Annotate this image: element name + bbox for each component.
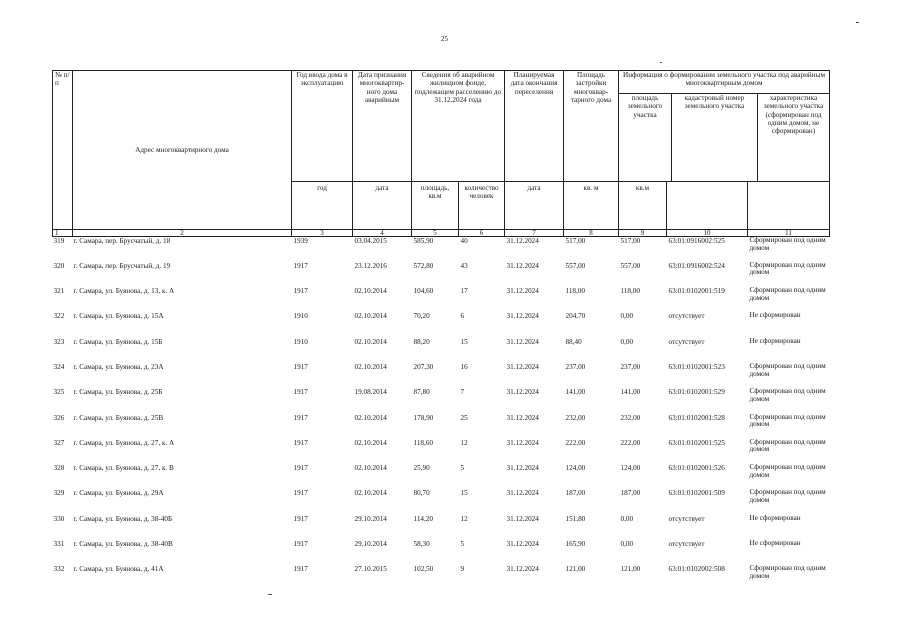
land-area-cell: 232,00 [620, 413, 641, 422]
row-number: 329 [53, 489, 65, 498]
year-cell: 1910 [293, 337, 308, 346]
planned-date-cell: 31.12.2024 [506, 438, 539, 447]
column-number: 8 [564, 230, 619, 237]
table-row [53, 262, 830, 287]
header-emergency-fund: Сведения об аварийном жилищном фонде, подлежащем расселению до 31.12.2024 года [412, 71, 505, 182]
building-area-cell: 88,40 [565, 337, 582, 346]
year-cell: 1917 [293, 413, 308, 422]
table-row [53, 414, 830, 439]
table-row [53, 439, 830, 464]
emergency-date-cell: 02.10.2014 [354, 438, 387, 447]
row-number: 330 [53, 514, 65, 523]
emergency-date-cell: 23.12.2016 [354, 261, 387, 270]
cadastral-number-cell: 63:01:0102001:529 [668, 388, 725, 397]
land-status-cell: Сформирован под одним домом [749, 236, 826, 252]
table-row [53, 565, 830, 590]
planned-date-cell: 31.12.2024 [506, 489, 539, 498]
emergency-date-cell: 29.10.2014 [354, 514, 387, 523]
building-area-cell: 204,70 [565, 312, 586, 321]
column-number: 10 [667, 230, 748, 237]
emergency-date-cell: 27.10.2015 [354, 565, 387, 574]
land-area-cell: 187,00 [620, 489, 641, 498]
housing-register-table [52, 70, 830, 591]
address-cell: г. Самара, пер. Брусчатый, д. 18 [73, 237, 171, 245]
emergency-date-cell: 02.10.2014 [354, 464, 387, 473]
cadastral-number-cell: 63:01:0102001:528 [668, 413, 725, 422]
address-cell: г. Самара, ул. Буянова, д. 27, к. В [73, 464, 174, 473]
land-area-cell: 557,00 [620, 261, 641, 270]
column-number: 2 [73, 230, 292, 237]
land-status-cell: Не сформирован [749, 514, 801, 522]
building-area-cell: 187,00 [565, 489, 586, 498]
scan-speck [268, 594, 272, 595]
unit-land-area: кв.м [619, 182, 667, 230]
address-cell: г. Самара, ул. Буянова, д. 29А [73, 489, 164, 498]
address-cell: г. Самара, ул. Буянова, д. 27, к. А [73, 438, 175, 447]
year-cell: 1917 [293, 514, 308, 523]
address-cell: г. Самара, ул. Буянова, д. 38-40В [73, 540, 173, 549]
planned-date-cell: 31.12.2024 [506, 540, 539, 549]
planned-date-cell: 31.12.2024 [506, 464, 539, 473]
land-status-cell: Сформирован под одним домом [749, 489, 826, 505]
land-area-cell: 0,00 [620, 312, 634, 321]
people-cell: 40 [460, 237, 468, 245]
land-area-cell: 121,00 [620, 565, 641, 574]
people-cell: 12 [460, 438, 468, 447]
table-row [53, 388, 830, 413]
header-land-info-title: Информация о формировании земельного участка под аварийным многоквартирным домом [619, 71, 829, 94]
year-cell: 1917 [293, 565, 308, 574]
cadastral-number-cell: 63:01:0102001:526 [668, 464, 725, 473]
address-cell: г. Самара, пер. Брусчатый, д. 19 [73, 261, 171, 270]
building-area-cell: 232,00 [565, 413, 586, 422]
land-status-cell: Не сформирован [749, 540, 801, 548]
cadastral-number-cell: отсутствует [668, 540, 705, 549]
emergency-date-cell: 02.10.2014 [354, 413, 387, 422]
header-building-area: Площадь застройки многоквар-тарного дома [564, 71, 619, 182]
people-cell: 16 [460, 362, 468, 371]
planned-date-cell: 31.12.2024 [506, 261, 539, 270]
cadastral-number-cell: 63:01:0102001:509 [668, 489, 725, 498]
building-area-cell: 151,80 [565, 514, 586, 523]
row-number: 323 [53, 337, 65, 346]
emergency-date-cell: 02.10.2014 [354, 287, 387, 296]
area-cell: 88,20 [413, 337, 430, 346]
table-row [53, 287, 830, 312]
year-cell: 1917 [293, 388, 308, 397]
planned-date-cell: 31.12.2024 [506, 514, 539, 523]
year-cell: 1939 [293, 237, 308, 245]
building-area-cell: 557,00 [565, 261, 586, 270]
area-cell: 114,20 [413, 514, 433, 523]
column-number: 5 [412, 230, 459, 237]
unit-characteristic-empty [748, 182, 830, 230]
table-row [53, 237, 830, 262]
land-status-cell: Сформирован под одним домом [749, 261, 826, 277]
header-planned-date: Планируемая дата окончания переселения [505, 71, 564, 182]
column-number: 4 [353, 230, 412, 237]
row-number: 331 [53, 540, 65, 549]
year-cell: 1910 [293, 312, 308, 321]
address-cell: г. Самара, ул. Буянова, д. 23А [73, 362, 164, 371]
address-cell: г. Самара, ул. Буянова, д. 25В [73, 413, 164, 422]
area-cell: 585,90 [413, 237, 434, 245]
unit-area: площадь, кв.м [412, 182, 459, 230]
column-number: 3 [292, 230, 353, 237]
year-cell: 1917 [293, 540, 308, 549]
unit-date: дата [353, 182, 412, 230]
row-number: 322 [53, 312, 65, 321]
area-cell: 70,20 [413, 312, 430, 321]
land-status-cell: Не сформирован [749, 337, 801, 345]
land-status-cell: Сформирован под одним домом [749, 413, 826, 429]
building-area-cell: 237,00 [565, 362, 586, 371]
area-cell: 572,80 [413, 261, 434, 270]
area-cell: 118,60 [413, 438, 433, 447]
row-number: 321 [53, 287, 65, 296]
row-number: 326 [53, 413, 65, 422]
emergency-date-cell: 02.10.2014 [354, 337, 387, 346]
people-cell: 17 [460, 287, 468, 296]
header-address: Адрес многоквартирного дома [73, 71, 292, 230]
year-cell: 1917 [293, 438, 308, 447]
header-year-commissioned: Год ввода дома в эксплуатацию [292, 71, 353, 182]
row-number: 320 [53, 261, 65, 270]
emergency-date-cell: 02.10.2014 [354, 362, 387, 371]
people-cell: 25 [460, 413, 468, 422]
land-area-cell: 222,00 [620, 438, 641, 447]
land-area-cell: 124,00 [620, 464, 641, 473]
area-cell: 207,30 [413, 362, 434, 371]
people-cell: 12 [460, 514, 468, 523]
building-area-cell: 124,00 [565, 464, 586, 473]
land-area-cell: 118,00 [620, 287, 640, 296]
area-cell: 80,70 [413, 489, 430, 498]
row-number: 332 [53, 565, 65, 574]
planned-date-cell: 31.12.2024 [506, 312, 539, 321]
address-cell: г. Самара, ул. Буянова, д. 13, к. А [73, 287, 175, 296]
land-area-cell: 0,00 [620, 514, 634, 523]
column-number: 9 [619, 230, 667, 237]
cadastral-number-cell: отсутствует [668, 312, 705, 321]
area-cell: 102,50 [413, 565, 434, 574]
planned-date-cell: 31.12.2024 [506, 337, 539, 346]
emergency-date-cell: 19.08.2014 [354, 388, 387, 397]
table-row [53, 489, 830, 514]
area-cell: 104,60 [413, 287, 434, 296]
cadastral-number-cell: 63:01:0916002:524 [668, 261, 725, 270]
header-land-area: площадь земельного участка [619, 94, 672, 181]
year-cell: 1917 [293, 261, 308, 270]
planned-date-cell: 31.12.2024 [506, 388, 539, 397]
emergency-date-cell: 03.04.2015 [354, 237, 387, 245]
area-cell: 25,90 [413, 464, 430, 473]
address-cell: г. Самара, ул. Буянова, д. 15А [73, 312, 164, 321]
land-area-cell: 0,00 [620, 337, 634, 346]
people-cell: 15 [460, 337, 468, 346]
planned-date-cell: 31.12.2024 [506, 362, 539, 371]
land-status-cell: Сформирован под одним домом [749, 362, 826, 378]
page-number: 25 [441, 35, 448, 43]
people-cell: 5 [460, 464, 465, 473]
people-cell: 9 [460, 565, 465, 574]
planned-date-cell: 31.12.2024 [506, 287, 539, 296]
table-row [53, 338, 830, 363]
table-row [53, 312, 830, 337]
table-row [53, 363, 830, 388]
land-area-cell: 517,00 [620, 237, 641, 245]
header-emergency-date: Дата признания многоквартир-ного дома аварийным [353, 71, 412, 182]
table-row [53, 464, 830, 489]
address-cell: г. Самара, ул. Буянова, д. 38-40Б [73, 514, 173, 523]
scan-speck [660, 62, 662, 63]
people-cell: 7 [460, 388, 465, 397]
planned-date-cell: 31.12.2024 [506, 565, 539, 574]
year-cell: 1917 [293, 287, 308, 296]
planned-date-cell: 31.12.2024 [506, 237, 539, 245]
table-body [53, 237, 830, 591]
address-cell: г. Самара, ул. Буянова, д. 41А [73, 565, 164, 574]
column-number: 1 [53, 230, 73, 237]
row-number: 319 [53, 237, 65, 245]
land-status-cell: Сформирован под одним домом [749, 565, 826, 580]
header-row-number: № п/п [53, 71, 73, 230]
land-area-cell: 0,00 [620, 540, 634, 549]
emergency-date-cell: 02.10.2014 [354, 312, 387, 321]
building-area-cell: 222,00 [565, 438, 586, 447]
year-cell: 1917 [293, 464, 308, 473]
land-area-cell: 141,00 [620, 388, 641, 397]
column-number: 11 [748, 230, 830, 237]
area-cell: 58,30 [413, 540, 430, 549]
year-cell: 1917 [293, 362, 308, 371]
cadastral-number-cell: 63:01:0102001:525 [668, 438, 725, 447]
unit-planned-date: дата [505, 182, 564, 230]
row-number: 324 [53, 362, 65, 371]
header-cadastral-number: кадастровый номер земельного участка [672, 94, 758, 181]
building-area-cell: 121,00 [565, 565, 586, 574]
table-row [53, 515, 830, 540]
unit-cadastral-empty [667, 182, 748, 230]
header-land-characteristic: характеристика земельного участка (сформирован под одним домом, не сформирован) [763, 94, 824, 136]
table-row [53, 540, 830, 565]
people-cell: 6 [460, 312, 465, 321]
scan-speck [856, 22, 859, 23]
year-cell: 1917 [293, 489, 308, 498]
land-status-cell: Не сформирован [749, 312, 801, 320]
planned-date-cell: 31.12.2024 [506, 413, 539, 422]
building-area-cell: 141,00 [565, 388, 586, 397]
people-cell: 43 [460, 261, 468, 270]
building-area-cell: 165,90 [565, 540, 586, 549]
building-area-cell: 517,00 [565, 237, 586, 245]
cadastral-number-cell: 63:01:0102001:519 [668, 287, 725, 296]
land-status-cell: Сформирован под одним домом [749, 464, 826, 479]
land-status-cell: Сформирован под одним домом [749, 388, 826, 403]
column-number: 7 [505, 230, 564, 237]
cadastral-number-cell: 63:01:0916002:525 [668, 237, 725, 245]
address-cell: г. Самара, ул. Буянова, д. 15Б [73, 337, 163, 346]
land-status-cell: Сформирован под одним домом [749, 287, 826, 302]
cadastral-number-cell: отсутствует [668, 514, 705, 523]
area-cell: 87,80 [413, 388, 430, 397]
header-land-info [619, 71, 830, 182]
address-cell: г. Самара, ул. Буянова, д. 25Б [73, 388, 163, 397]
row-number: 328 [53, 464, 65, 473]
people-cell: 5 [460, 540, 465, 549]
emergency-date-cell: 02.10.2014 [354, 489, 387, 498]
building-area-cell: 118,00 [565, 287, 585, 296]
people-cell: 15 [460, 489, 468, 498]
cadastral-number-cell: 63:01:0102002:508 [668, 565, 725, 574]
unit-people: количество человек [459, 182, 505, 230]
row-number: 327 [53, 438, 65, 447]
unit-building-area: кв. м [564, 182, 619, 230]
land-status-cell: Сформирован под одним домом [749, 438, 826, 454]
land-area-cell: 237,00 [620, 362, 641, 371]
unit-year: год [292, 182, 353, 230]
cadastral-number-cell: 63:01:0102001:523 [668, 362, 725, 371]
column-number: 6 [459, 230, 505, 237]
cadastral-number-cell: отсутствует [668, 337, 705, 346]
emergency-date-cell: 29.10.2014 [354, 540, 387, 549]
row-number: 325 [53, 388, 65, 397]
area-cell: 178,90 [413, 413, 434, 422]
